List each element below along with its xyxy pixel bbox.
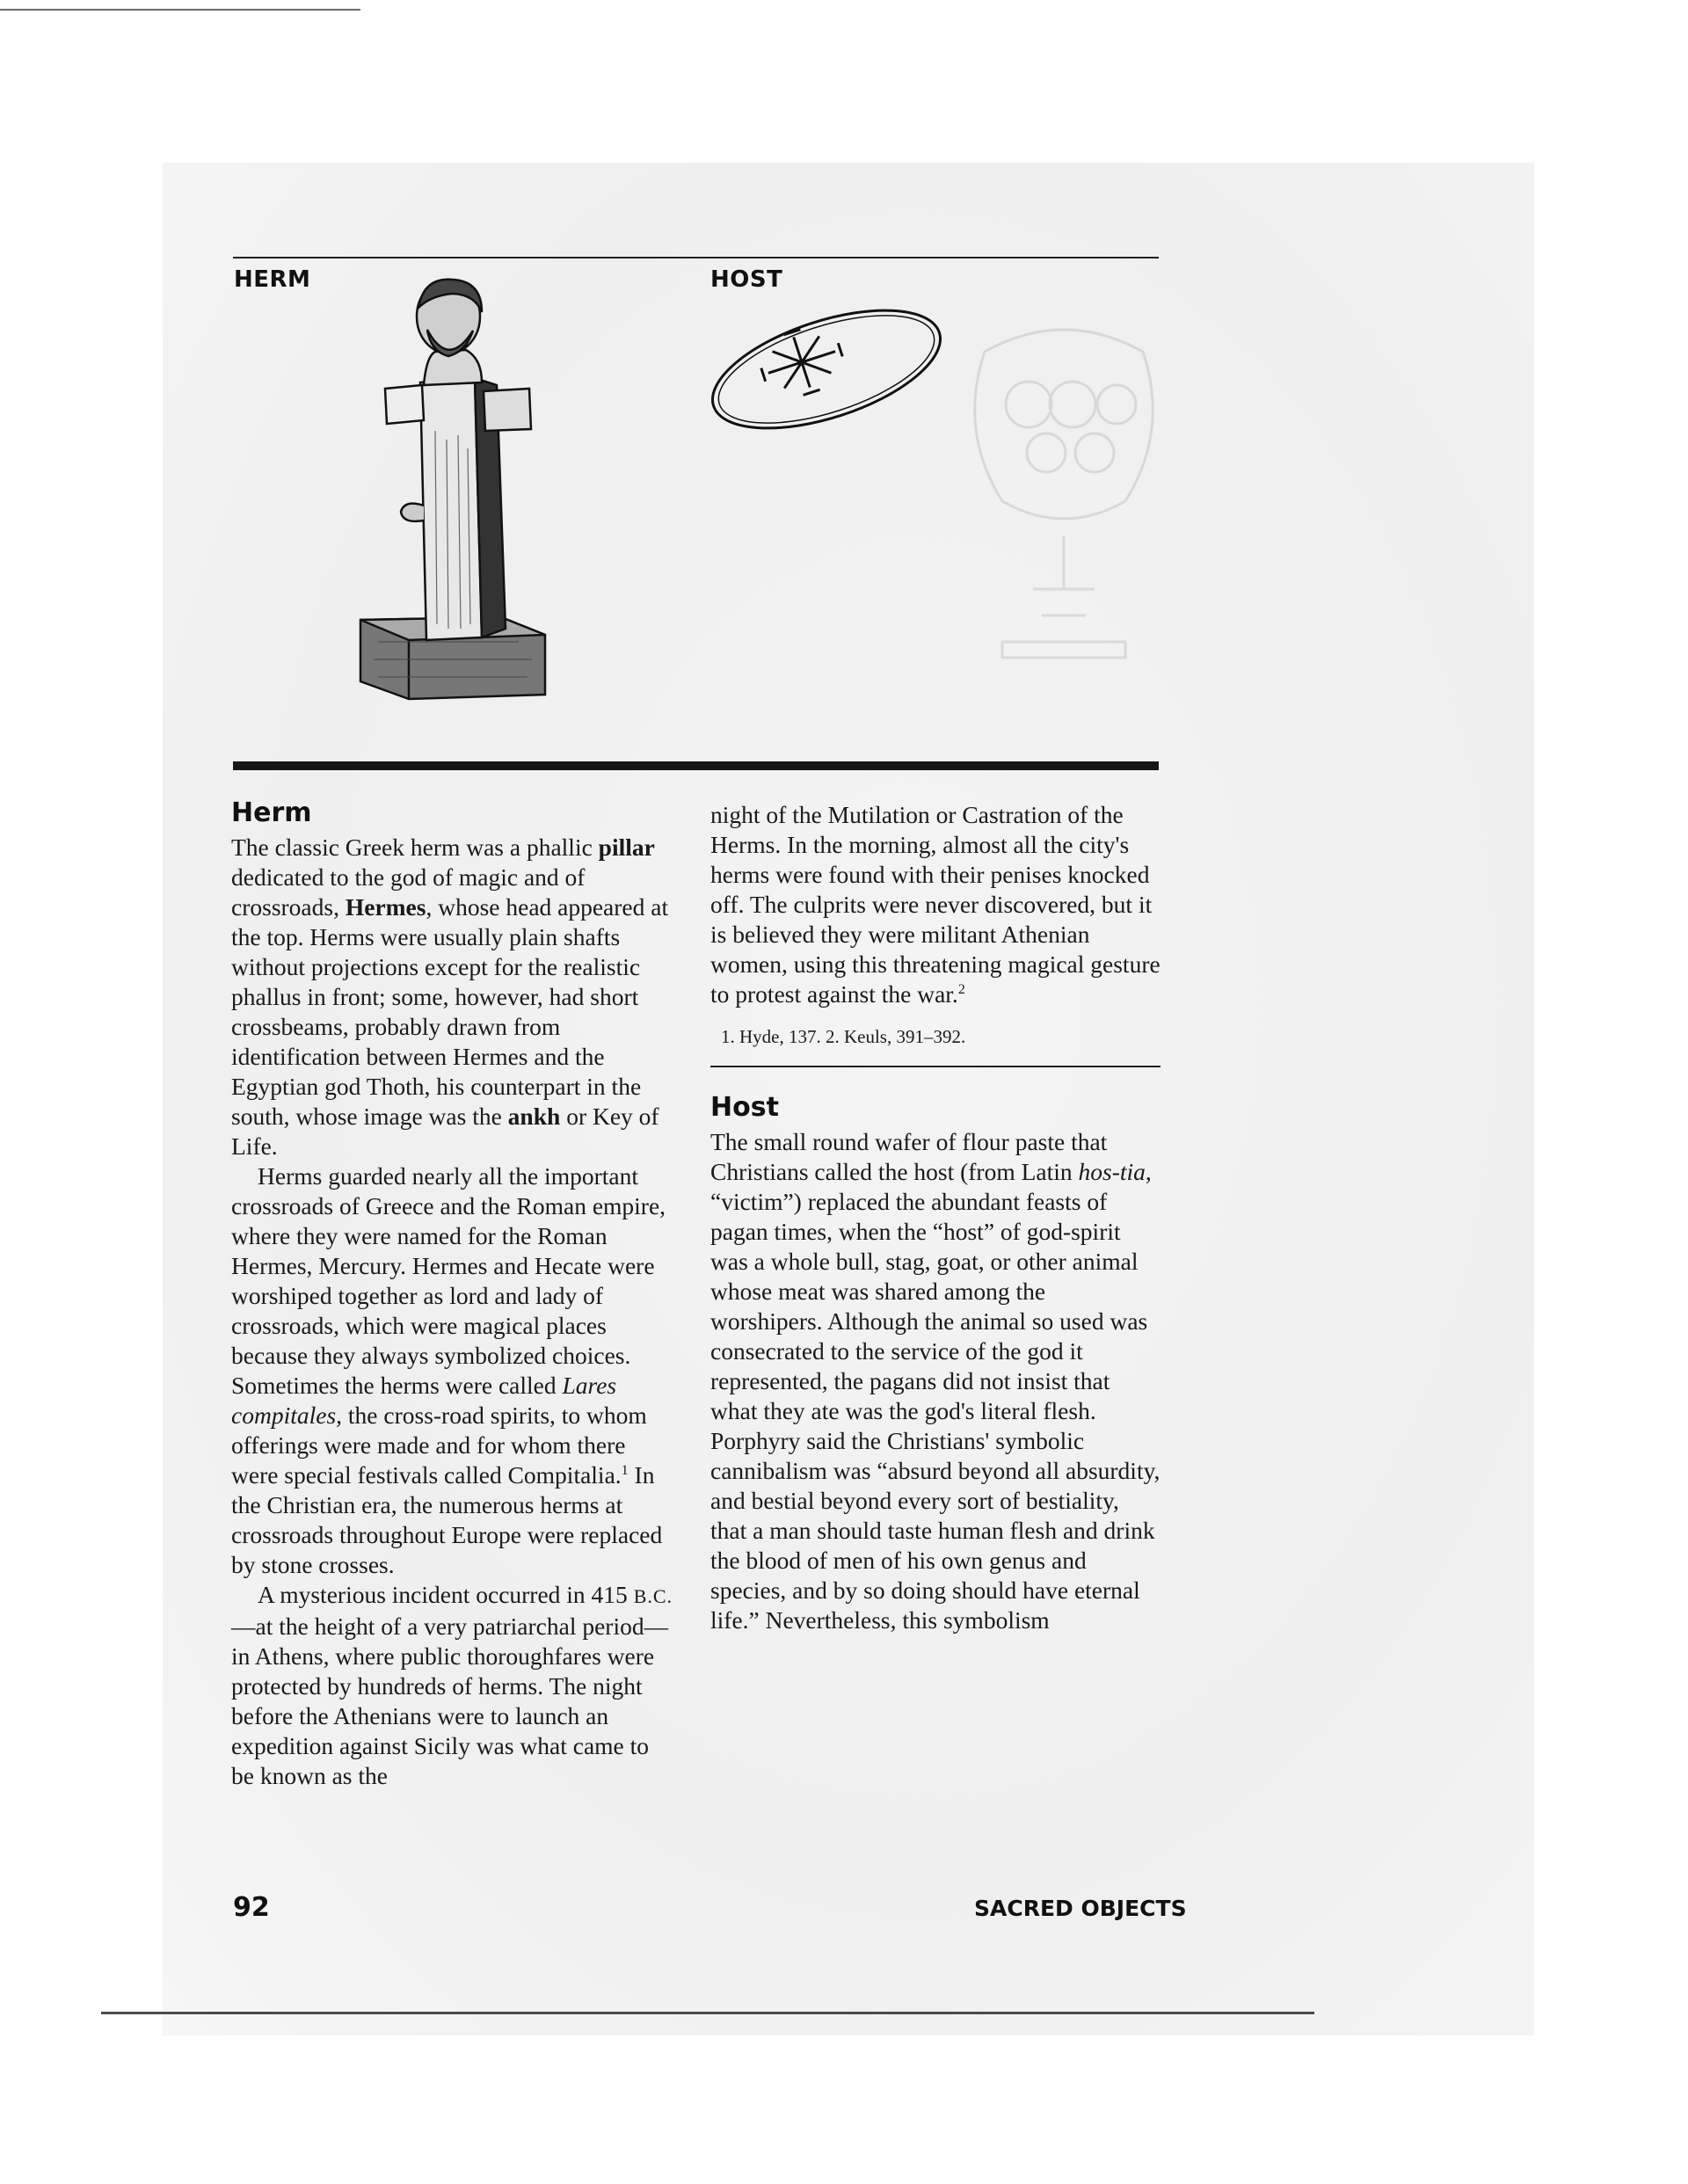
footnote-marker-1: 1 xyxy=(621,1462,629,1478)
bleed-through-illustration xyxy=(950,299,1178,668)
herm-paragraph-3: A mysterious incident occurred in 415 B.C.—at the height of a very patriarchal period—in Athens, where public thoroughfares were protected by hundreds of herms. The night before the Athenians were to launch an expedition against Sicily was what came to be known as the xyxy=(231,1581,673,1789)
cross-ref-pillar: pillar xyxy=(598,834,655,861)
top-rule xyxy=(233,257,1159,258)
page-number: 92 xyxy=(233,1892,270,1923)
herm-paragraph-1: The classic Greek herm was a phallic pillar dedicated to the god of magic and of crossroads, Hermes, whose head appeared at the top. Herms were usually plain shafts without projections except for the realistic phallus in front; some, however, had short crossbeams, probably drawn from identification between Hermes and the Egyptian god Thoth, his counterpart in the south, whose image was the ankh or Key of Life. xyxy=(231,834,669,1160)
herm-notes: 1. Hyde, 137. 2. Keuls, 391–392. xyxy=(721,1026,966,1047)
herm-heading: Herm xyxy=(231,797,312,828)
herm-paragraph-2: Herms guarded nearly all the important crossroads of Greece and the Roman empire, where they were named for the Roman Hermes, Mercury. Hermes and Hecate were worshiped together as lord and lady of crossroads, which were magical places because they always symbolized choices. Sometimes the herms were called Lares compitales, the cross-road spirits, to whom offerings were made and for whom there were special festivals called Compitalia.$^1$ In the Christian era, the numerous herms at crossroads throughout Europe were replaced by stone crosses. xyxy=(231,1162,666,1578)
term-lares-compitales: Lares compitales, xyxy=(231,1372,617,1429)
term-hostia: hos-tia, xyxy=(1078,1158,1152,1185)
notes-rule xyxy=(710,1066,1160,1067)
cross-ref-ankh: ankh xyxy=(507,1103,561,1130)
host-heading: Host xyxy=(710,1092,779,1123)
cross-ref-hermes: Hermes xyxy=(345,893,426,921)
herm-paragraph-4: night of the Mutilation or Castration of the Herms. In the morning, almost all the city's herms were found with their penises knocked off. The culprits were never discovered, but it is believed they were militant Athenian women, using this threatening magical gesture to protest against the war.$^2$ xyxy=(710,801,1160,1008)
host-wafer-illustration xyxy=(703,299,950,448)
section-divider xyxy=(233,761,1159,770)
scan-edge-line xyxy=(0,9,360,11)
herm-illustration xyxy=(343,273,571,703)
host-paragraph-1: The small round wafer of flour paste that Christians called the host (from Latin hos-tia, “victim”) replaced the abundant feasts of pagan times, when the “host” of god-spirit was a whole bull, stag, goat, or other animal whose meat was shared among the worshipers. Although the animal so used was consecrated to the service of the god it represented, the pagans did not insist that what they ate was the god's literal flesh. Porphyry said the Christians' symbolic cannibalism was “absurd beyond all absurdity, and bestial beyond every sort of bestiality, that a man should taste human flesh and drink the blood of men of his own genus and species, and by so doing should have eternal life.” Nevertheless, this symbolism xyxy=(710,1128,1160,1634)
herm-figure-label: HERM xyxy=(234,266,311,293)
running-footer-section: SACRED OBJECTS xyxy=(974,1896,1187,1921)
footnote-marker-2: 2 xyxy=(957,981,965,997)
host-figure-label: HOST xyxy=(710,266,783,293)
scan-bottom-line xyxy=(101,2012,1314,2014)
left-column xyxy=(231,796,675,1791)
right-column xyxy=(710,800,1160,1635)
